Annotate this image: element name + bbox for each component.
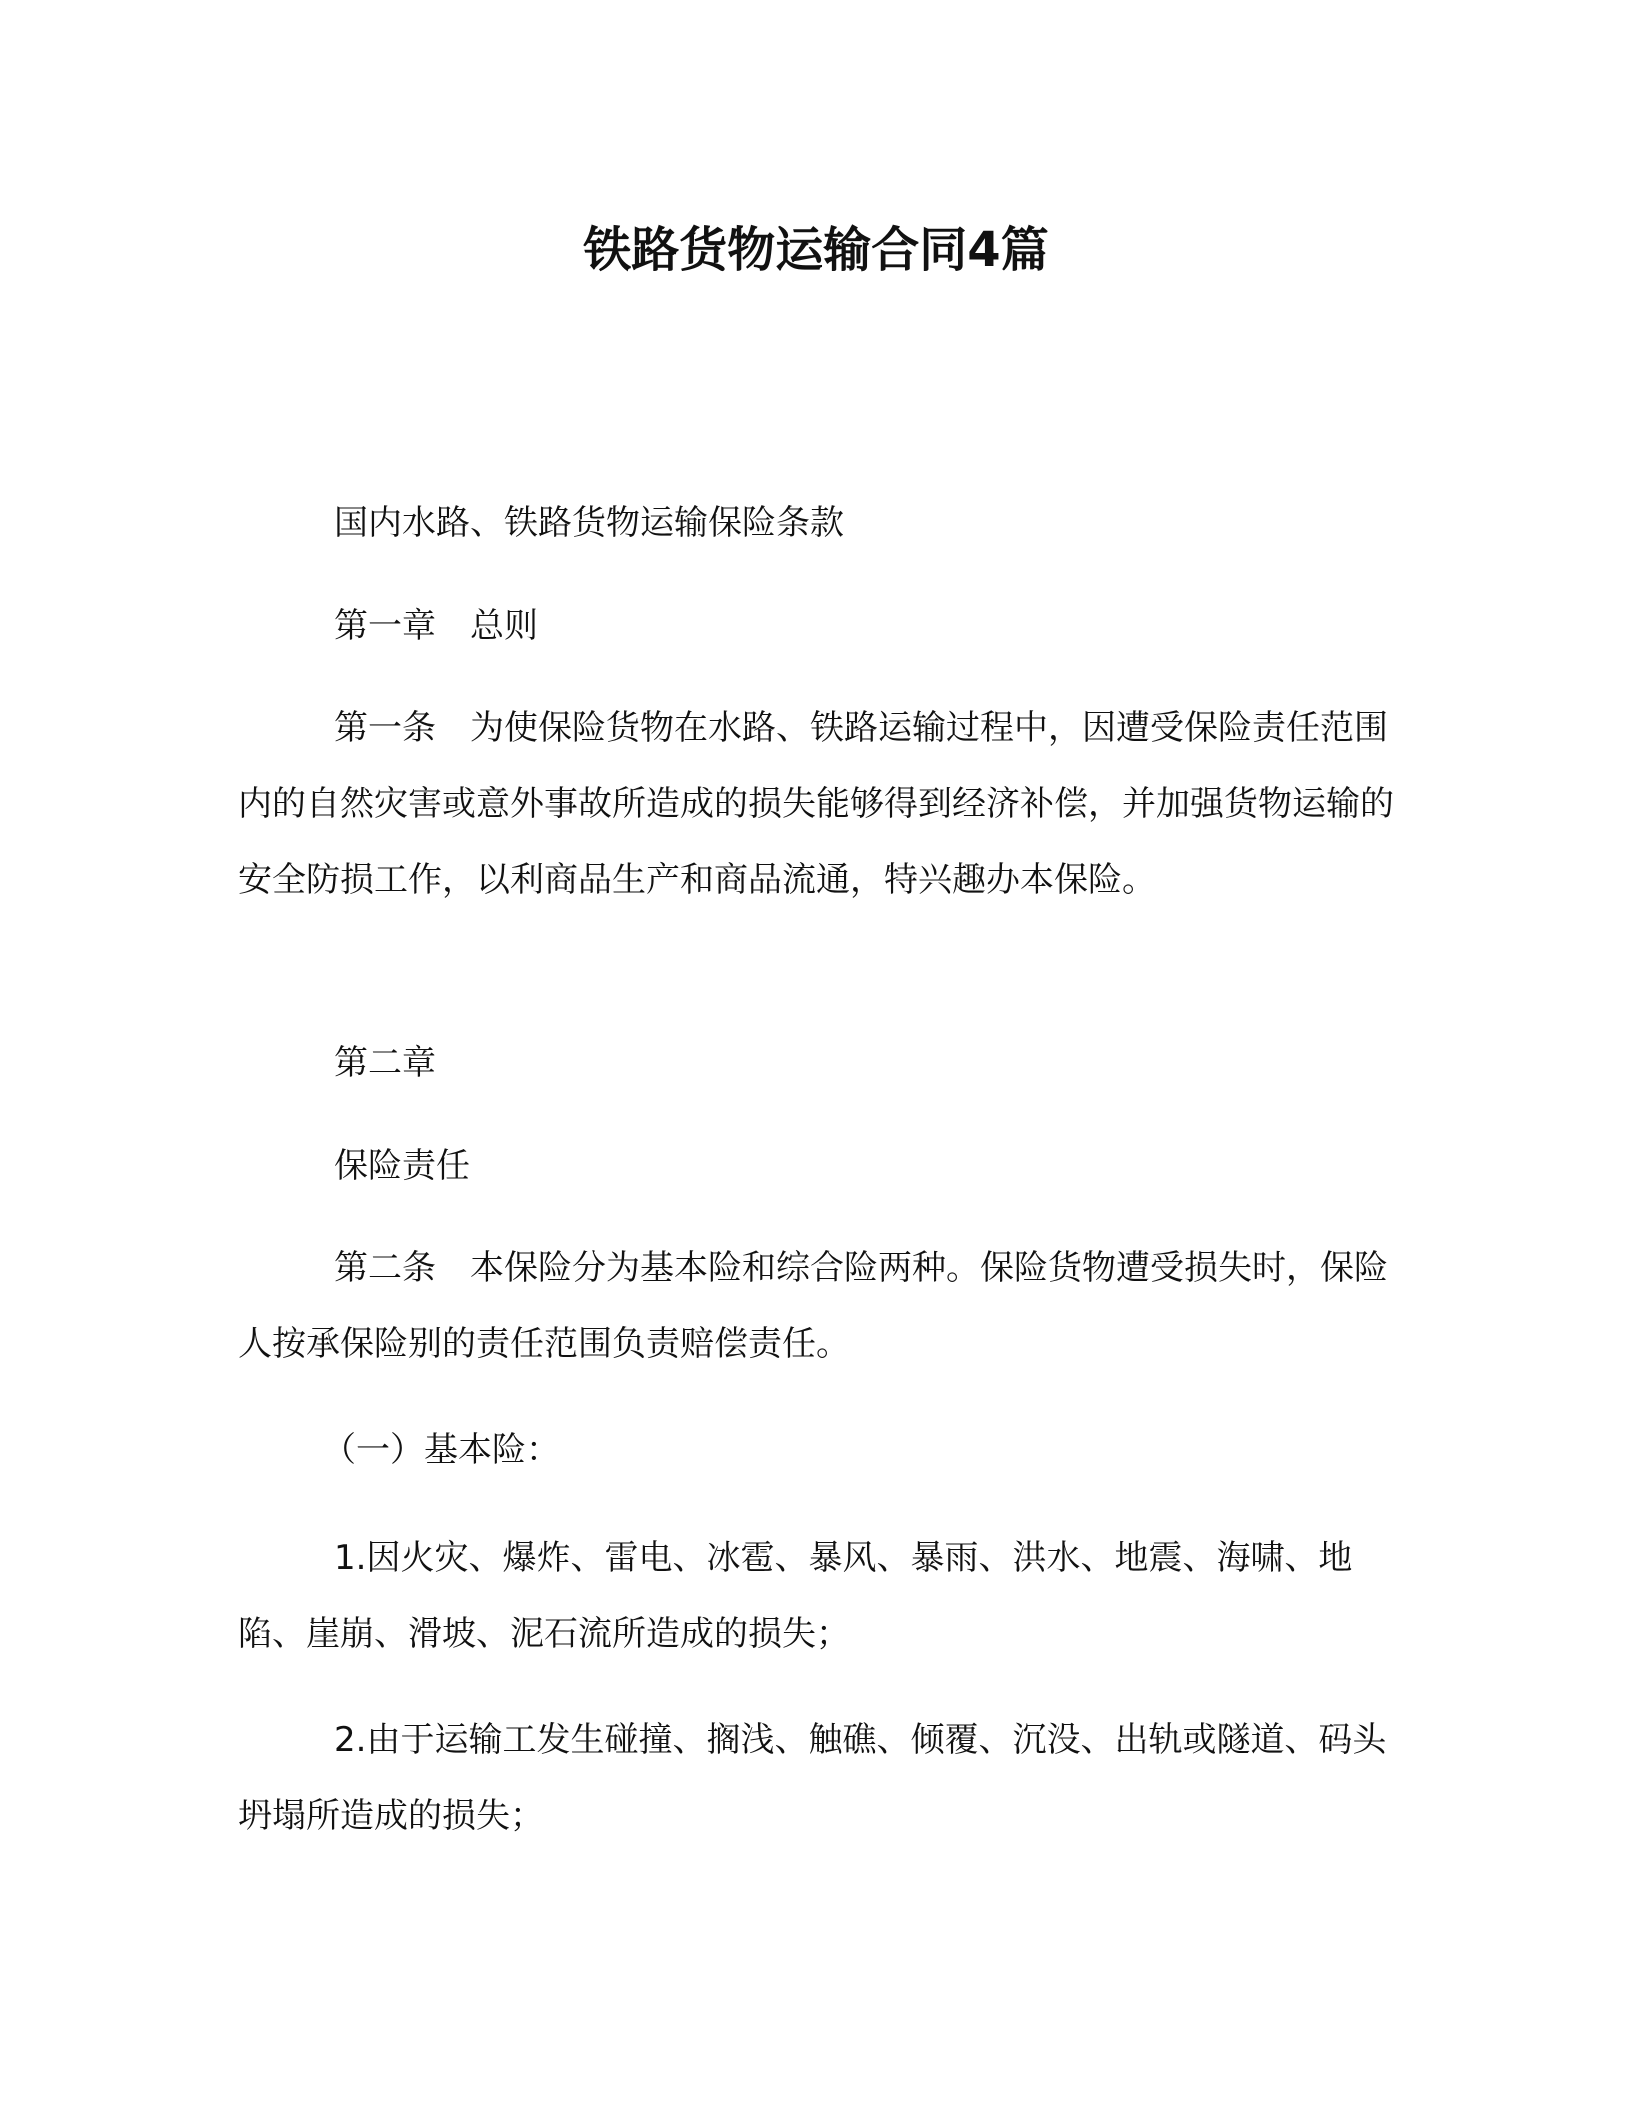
chapter-one-heading: 第一章 总则 [334, 606, 538, 646]
insurance-liability-heading: 保险责任 [334, 1146, 470, 1186]
article-two-paragraph: 第二条 本保险分为基本险和综合险两种。保险货物遭受损失时，保险人按承保险别的责任范围负责赔偿责任。 [238, 1248, 1388, 1364]
list-item-1: 1.因火灾、爆炸、雷电、冰雹、暴风、暴雨、洪水、地震、海啸、地陷、崖崩、滑坡、泥石流所造成的损失； [238, 1538, 1353, 1654]
list-item-2: 2.由于运输工发生碰撞、搁浅、触礁、倾覆、沉没、出轨或隧道、码头坍塌所造成的损失； [238, 1720, 1387, 1836]
chapter-two-heading: 第二章 [334, 1043, 436, 1083]
basic-insurance-heading: （一）基本险： [322, 1430, 560, 1470]
document-title: 铁路货物运输合同4篇 [583, 222, 1049, 278]
clause-heading: 国内水路、铁路货物运输保险条款 [334, 503, 844, 543]
article-one-paragraph: 第一条 为使保险货物在水路、铁路运输过程中，因遭受保险责任范围内的自然灾害或意外事故所造成的损失能够得到经济补偿，并加强货物运输的安全防损工作，以利商品生产和商品流通，特兴趣办本保险。 [238, 708, 1394, 900]
